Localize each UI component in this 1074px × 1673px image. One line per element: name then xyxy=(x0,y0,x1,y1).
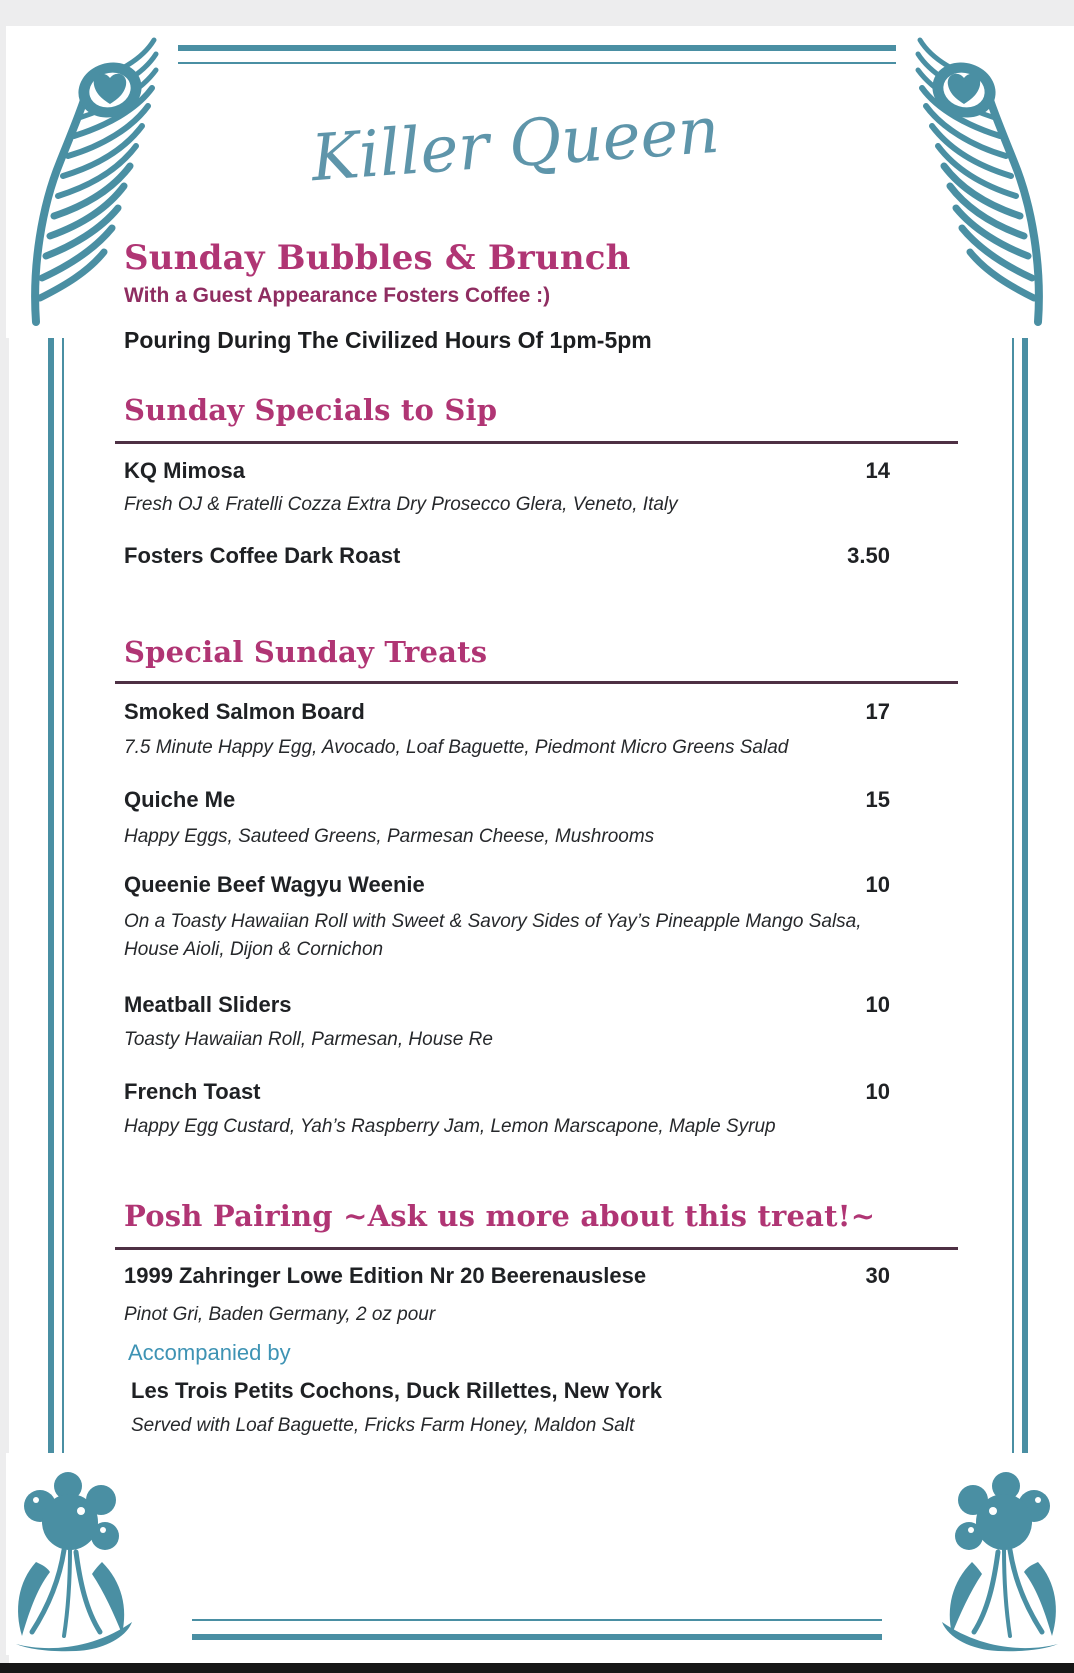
menu-item-smoked-salmon-board xyxy=(124,698,890,725)
item-name: 1999 Zahringer Lowe Edition Nr 20 Beerenauslese xyxy=(124,1263,647,1288)
item-price: 30 xyxy=(865,1263,890,1288)
accompanied-by-label: Accompanied by xyxy=(128,1340,291,1365)
item-name: Smoked Salmon Board xyxy=(124,699,365,724)
menu-item-queenie-beef-wagyu-weenie xyxy=(124,871,890,898)
corner-ornament-bottom-left xyxy=(6,1453,192,1655)
item-name: French Toast xyxy=(124,1079,261,1104)
section-rule xyxy=(115,681,958,684)
item-name: KQ Mimosa xyxy=(124,458,246,483)
item-name: Fosters Coffee Dark Roast xyxy=(124,543,401,568)
item-description: On a Toasty Hawaiian Roll with Sweet & Savory Sides of Yay’s Pineapple Mango Salsa, House Aioli, Dijon & Cornichon xyxy=(124,911,862,960)
item-price: 15 xyxy=(865,787,890,812)
pairing-description: Served with Loaf Baguette, Fricks Farm Honey, Maldon Salt xyxy=(131,1415,635,1436)
item-name: Quiche Me xyxy=(124,787,236,812)
restaurant-name: Killer Queen xyxy=(308,93,722,197)
berry-flower-icon xyxy=(6,1470,146,1655)
item-description: Fresh OJ & Fratelli Cozza Extra Dry Prosecco Glera, Veneto, Italy xyxy=(124,494,678,515)
item-description: Happy Eggs, Sauteed Greens, Parmesan Cheese, Mushrooms xyxy=(124,826,655,847)
berry-flower-icon xyxy=(928,1470,1068,1655)
menu-item-french-toast xyxy=(124,1078,890,1105)
item-price: 17 xyxy=(865,699,890,724)
viewer-gutter-bottom xyxy=(0,1663,1074,1673)
item-price: 10 xyxy=(865,992,890,1017)
corner-ornament-bottom-right xyxy=(882,1453,1068,1655)
section-rule xyxy=(115,1247,958,1250)
menu-content xyxy=(115,0,958,1440)
page-title: Sunday Bubbles & Brunch xyxy=(124,238,631,278)
item-description: Pinot Gri, Baden Germany, 2 oz pour xyxy=(124,1304,436,1325)
menu-item-zahringer xyxy=(124,1262,890,1289)
menu-item-fosters-coffee xyxy=(124,542,890,569)
item-price: 14 xyxy=(865,458,890,483)
section-rule xyxy=(115,441,958,444)
menu-item-kq-mimosa xyxy=(124,457,890,484)
section-heading-sip: Sunday Specials to Sip xyxy=(124,393,498,427)
item-name: Queenie Beef Wagyu Weenie xyxy=(124,872,425,897)
page-subtitle: With a Guest Appearance Fosters Coffee :) xyxy=(124,284,551,307)
item-price: 10 xyxy=(865,1079,890,1104)
menu-item-quiche-me xyxy=(124,786,890,813)
hours-note: Pouring During The Civilized Hours Of 1pm-5pm xyxy=(124,327,652,353)
item-description: Happy Egg Custard, Yah’s Raspberry Jam, Lemon Marscapone, Maple Syrup xyxy=(124,1116,776,1137)
item-price: 10 xyxy=(865,872,890,897)
pairing-name: Les Trois Petits Cochons, Duck Rillettes, New York xyxy=(131,1378,663,1403)
item-description: Toasty Hawaiian Roll, Parmesan, House Re xyxy=(124,1029,493,1050)
section-heading-treats: Special Sunday Treats xyxy=(124,635,488,669)
item-price: 3.50 xyxy=(847,543,890,568)
item-description: 7.5 Minute Happy Egg, Avocado, Loaf Baguette, Piedmont Micro Greens Salad xyxy=(124,737,789,758)
menu-item-meatball-sliders xyxy=(124,991,890,1018)
item-name: Meatball Sliders xyxy=(124,992,292,1017)
section-heading-posh-pairing: Posh Pairing ~Ask us more about this treat!~ xyxy=(124,1199,876,1233)
